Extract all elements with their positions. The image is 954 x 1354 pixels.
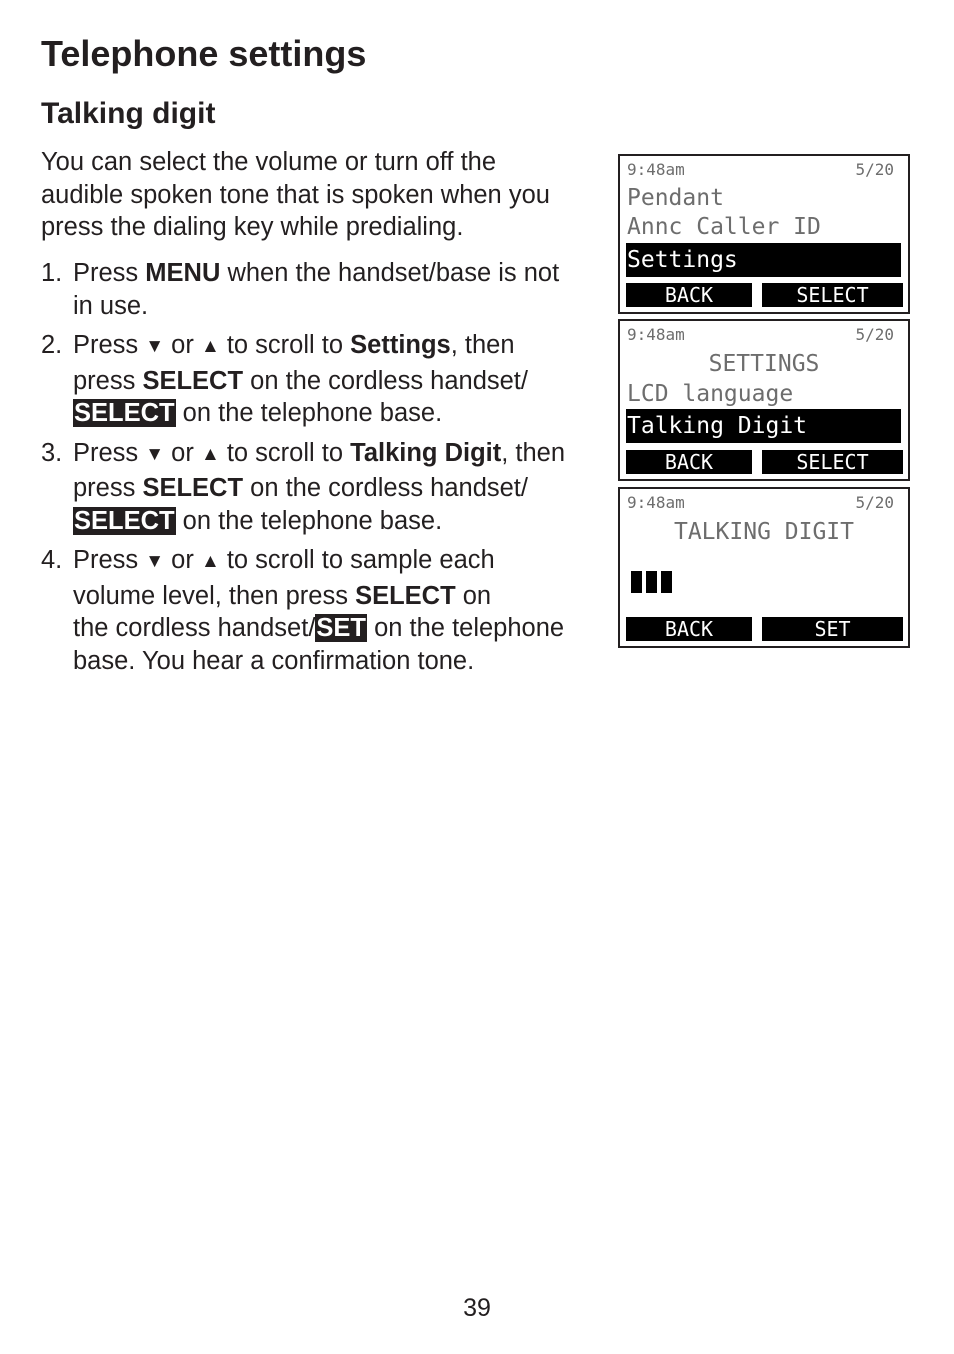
lcd-date: 5/20 [855,160,894,179]
lcd-date: 5/20 [855,325,894,344]
step-text: or [164,331,201,359]
step-text: when the handset/base is not [220,259,560,287]
settings-label: Settings [350,331,451,359]
step-text: volume level, then press [73,581,356,610]
lcd-selected-item: Talking Digit [626,409,901,443]
lcd-back-softkey: BACK [626,283,752,307]
select-key-label: SELECT [142,366,244,395]
step-text: to scroll to sample each [219,546,495,574]
step-text: on the telephone base. [175,399,443,427]
step-text: , then [501,438,566,467]
step-4 [41,544,601,677]
step-text: press [73,366,143,395]
lcd-set-softkey: SET [762,617,903,641]
base-set-key: SET [316,614,366,642]
down-arrow-icon: ▼ [145,551,165,572]
lcd-menu-item: Annc Caller ID [627,214,821,240]
step-text: , then [450,331,515,359]
lcd-status-bar [627,160,894,179]
intro-line: You can select the volume or turn off the [41,148,497,176]
lcd-back-softkey: BACK [626,450,752,474]
step-number: 4. [41,546,63,574]
lcd-screen-talking-digit-volume [618,487,910,648]
step-text: to scroll to [219,438,351,467]
intro-paragraph [41,146,601,244]
step-text: the cordless handset/ [73,614,316,642]
lcd-status-bar [627,493,894,512]
step-text: on the telephone base. [175,506,443,535]
step-text: on [455,581,492,610]
step-text: Press [73,259,146,287]
lcd-select-softkey: SELECT [762,450,903,474]
lcd-selected-item: Settings [626,243,901,277]
step-text: on the cordless handset/ [243,366,528,395]
intro-line: press the dialing key while predialing. [41,213,464,241]
steps-list [41,257,601,684]
step-text: or [164,546,201,574]
step-text: on the telephone [367,614,565,642]
volume-level-block [631,571,642,593]
step-2 [41,329,601,430]
lcd-time: 9:48am [627,325,685,344]
lcd-status-bar [627,325,894,344]
step-number: 1. [41,259,63,287]
lcd-back-softkey: BACK [626,617,752,641]
volume-level-block [646,571,657,593]
section-title: Talking digit [41,97,216,130]
lcd-screen-talking-digit-menu [618,319,910,481]
lcd-menu-item: LCD language [627,381,794,407]
lcd-time: 9:48am [627,160,685,179]
step-text: press [73,474,143,502]
lcd-menu-item: Pendant [627,185,724,211]
down-arrow-icon: ▼ [145,443,165,465]
up-arrow-icon: ▲ [200,336,220,357]
lcd-time: 9:48am [627,493,685,512]
page-title: Telephone settings [41,33,367,74]
select-key-label: SELECT [355,581,456,610]
base-select-key: SELECT [74,506,175,535]
base-select-key: SELECT [74,399,175,427]
select-key-label: SELECT [142,474,244,502]
step-text: on the cordless handset/ [243,474,528,502]
lcd-screen-settings-menu [618,154,910,314]
step-1 [41,257,601,322]
intro-line: audible spoken tone that is spoken when you [41,180,550,209]
step-text: to scroll to [219,331,351,359]
talking-digit-label: Talking Digit [350,438,502,467]
lcd-menu-title: TALKING DIGIT [673,519,854,545]
step-3 [41,437,601,538]
lcd-menu-title: SETTINGS [708,351,820,377]
volume-level-block [661,571,672,593]
lcd-select-softkey: SELECT [762,283,903,307]
step-text: or [164,438,201,467]
down-arrow-icon: ▼ [145,336,165,357]
step-text: Press [73,438,146,467]
step-text: base. You hear a confirmation tone. [73,646,475,675]
step-text: in use. [73,291,149,320]
menu-key-label: MENU [145,259,221,287]
step-number: 3. [41,438,63,467]
up-arrow-icon: ▲ [200,443,220,465]
page-number: 39 [463,1294,491,1322]
step-number: 2. [41,331,63,359]
up-arrow-icon: ▲ [200,551,220,572]
lcd-date: 5/20 [855,493,894,512]
step-text: Press [73,546,146,574]
step-text: Press [73,331,146,359]
